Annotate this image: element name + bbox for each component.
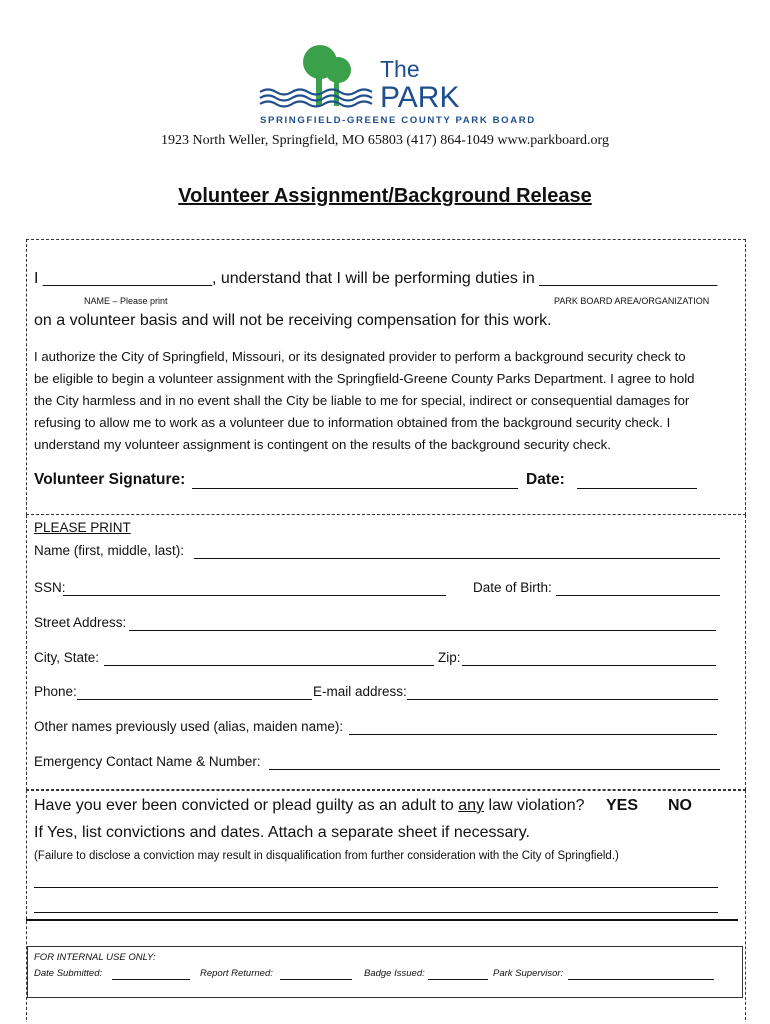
date-submitted-label: Date Submitted: (34, 968, 103, 979)
badge-issued-field[interactable] (428, 979, 488, 980)
page-title: Volunteer Assignment/Background Release (178, 185, 592, 207)
logo-word-park: PARK (380, 81, 460, 114)
zip-label: Zip: (438, 650, 461, 665)
name-label: Name (first, middle, last): (34, 543, 185, 558)
statement-line2: on a volunteer basis and will not be receiving compensation for this work. (34, 312, 552, 329)
conviction-list-instruction: If Yes, list convictions and dates. Attach a separate sheet if necessary. (34, 824, 530, 841)
signature-date-field[interactable] (577, 488, 697, 489)
authorization-line: be eligible to begin a volunteer assignment with the Springfield-Greene County Parks Department. I agree to hold (34, 371, 695, 386)
dob-field[interactable] (556, 595, 720, 596)
address-line: 1923 North Weller, Springfield, MO 65803 (417) 864-1049 www.parkboard.org (161, 133, 609, 148)
ssn-field[interactable] (63, 595, 446, 596)
ssn-label: SSN: (34, 580, 66, 595)
park-supervisor-field[interactable] (568, 979, 714, 980)
phone-label: Phone: (34, 684, 77, 699)
authorization-line: refusing to allow me to work as a volunteer due to information obtained from the background security check. I (34, 415, 671, 430)
emergency-contact-field[interactable] (269, 769, 720, 770)
conviction-line-2[interactable] (34, 912, 718, 913)
conviction-question-pre: Have you ever been convicted or plead guilty as an adult to (34, 797, 459, 814)
signature-label: Volunteer Signature: (34, 471, 186, 488)
email-field[interactable] (407, 699, 718, 700)
email-label: E-mail address: (313, 684, 407, 699)
authorization-line: the City harmless and in no event shall the City be liable to me for special, indirect or consequential damages for (34, 393, 690, 408)
statement-middle: , understand that I will be performing duties in (211, 270, 535, 287)
authorization-line: understand my volunteer assignment is contingent on the results of the background security check. (34, 437, 611, 452)
conviction-question-any: any (458, 797, 485, 814)
dob-label: Date of Birth: (473, 580, 552, 595)
park-supervisor-label: Park Supervisor: (493, 968, 564, 979)
name-blank[interactable]: ___________________ (42, 270, 212, 287)
authorization-paragraph (34, 346, 734, 456)
conviction-line-1[interactable] (34, 887, 718, 888)
name-field[interactable] (194, 558, 720, 559)
yes-option[interactable]: YES (606, 797, 639, 814)
park-board-logo (258, 40, 536, 130)
internal-use-box (27, 946, 743, 998)
date-label: Date: (526, 471, 565, 488)
tree-waves-logo-icon (258, 40, 536, 130)
street-field[interactable] (129, 630, 716, 631)
authorization-line: I authorize the City of Springfield, Missouri, or its designated provider to perform a background security check to (34, 349, 686, 364)
phone-field[interactable] (77, 699, 312, 700)
date-submitted-field[interactable] (112, 979, 190, 980)
logo-word-the: The (380, 56, 420, 82)
other-names-field[interactable] (349, 734, 717, 735)
area-caption: PARK BOARD AREA/ORGANIZATION (554, 296, 710, 306)
area-blank[interactable]: ____________________ (539, 270, 718, 287)
statement-prefix: I (34, 270, 39, 287)
city-state-field[interactable] (104, 665, 434, 666)
please-print-label: PLEASE PRINT (34, 520, 131, 535)
name-caption: NAME – Please print (84, 296, 168, 306)
city-state-label: City, State: (34, 650, 100, 665)
internal-heading: FOR INTERNAL USE ONLY: (34, 952, 156, 963)
statement-line1 (34, 270, 717, 288)
badge-issued-label: Badge Issued: (364, 968, 425, 979)
zip-field[interactable] (462, 665, 716, 666)
section-divider (26, 919, 738, 921)
report-returned-label: Report Returned: (200, 968, 273, 979)
street-label: Street Address: (34, 615, 127, 630)
conviction-question (34, 797, 585, 815)
signature-field[interactable] (192, 488, 518, 489)
emergency-contact-label: Emergency Contact Name & Number: (34, 754, 261, 769)
conviction-question-post: law violation? (484, 797, 585, 814)
no-option[interactable]: NO (668, 797, 692, 814)
other-names-label: Other names previously used (alias, maiden name): (34, 719, 344, 734)
report-returned-field[interactable] (280, 979, 352, 980)
logo-org-name: SPRINGFIELD-GREENE COUNTY PARK BOARD (260, 115, 536, 126)
conviction-note: (Failure to disclose a conviction may result in disqualification from further consideration with the City of Springfield.) (34, 850, 619, 862)
